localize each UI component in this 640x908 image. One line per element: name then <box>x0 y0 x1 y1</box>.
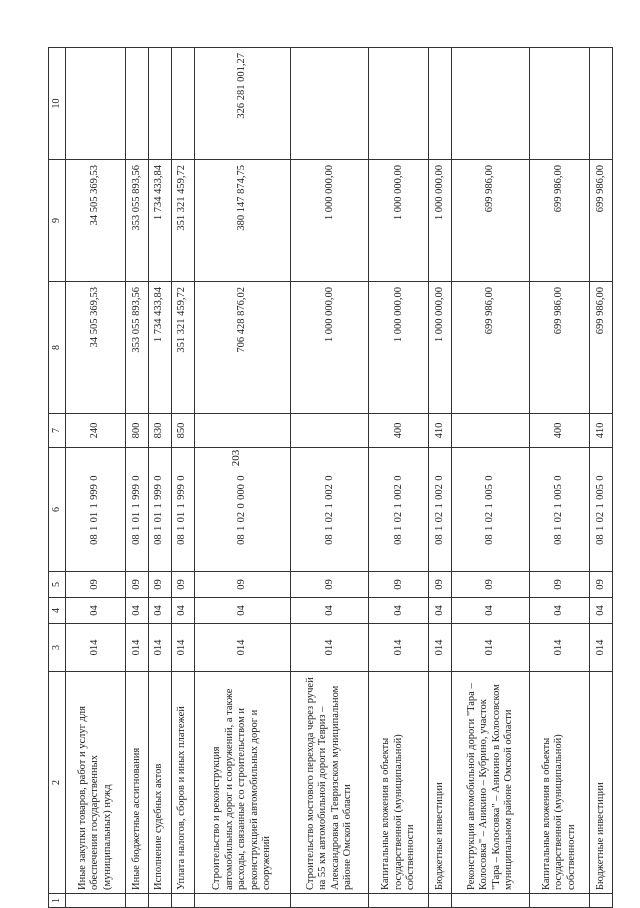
table-row <box>530 48 590 908</box>
table-row <box>194 48 291 908</box>
table-row <box>369 48 429 908</box>
cell-amount-10 <box>66 48 126 160</box>
cell-name: Строительство и реконструкция автомобильных дорог и сооружений, а также расходы, связанные со строительством и реконструкцией автомобильных дорог и сооружений <box>194 672 291 894</box>
cell-section: 04 <box>66 598 126 624</box>
target-article-part: 1 <box>433 503 445 509</box>
cell-amount-total: 1 000 000,00 <box>291 282 369 414</box>
rotated-page <box>48 48 613 908</box>
target-article-part: 01 <box>130 511 142 523</box>
table-row <box>148 48 171 908</box>
target-article-part: 999 <box>176 484 188 500</box>
target-article-part: 1 <box>553 525 565 531</box>
cell-section: 04 <box>530 598 590 624</box>
cell-col1 <box>452 894 530 908</box>
target-article-part: 005 <box>484 484 496 500</box>
cell-subsection: 09 <box>148 572 171 598</box>
cell-target-article <box>66 448 126 572</box>
column-header-3: 3 <box>49 624 66 672</box>
target-article-part: 01 <box>89 511 101 523</box>
target-article-part: 1 <box>130 503 142 509</box>
cell-expense-type: 400 <box>530 414 590 448</box>
target-article-part: 1 <box>484 503 496 509</box>
table-row <box>125 48 148 908</box>
cell-section: 04 <box>148 598 171 624</box>
cell-admin-code: 014 <box>291 624 369 672</box>
cell-amount-10 <box>590 48 613 160</box>
cell-section: 04 <box>452 598 530 624</box>
target-article-part: 02 <box>323 511 335 523</box>
target-article-part: 08 <box>392 534 404 545</box>
table-row <box>66 48 126 908</box>
cell-section: 04 <box>429 598 452 624</box>
cell-amount-9: 34 505 369,53 <box>66 160 126 282</box>
target-article-part: 08 <box>484 534 496 545</box>
cell-name: Бюджетные инвестиции <box>590 672 613 894</box>
cell-subsection: 09 <box>194 572 291 598</box>
cell-section: 04 <box>194 598 291 624</box>
cell-name: Иные закупки товаров, работ и услуг для обеспечения государственных (муниципальных) нужд <box>66 672 126 894</box>
target-article-part: 02 <box>392 511 404 523</box>
cell-amount-9: 699 986,00 <box>452 160 530 282</box>
cell-expense-type: 240 <box>66 414 126 448</box>
cell-name: Реконструкция автомобильной дороги "Тара – Колосовка" – Аникино – Кубрино, участок "Тара – Колосовка" – Аникино в Колосовском муниципальном районе Омской области <box>452 672 530 894</box>
cell-target-article <box>452 448 530 572</box>
cell-amount-9: 1 000 000,00 <box>291 160 369 282</box>
target-article-part: 1 <box>392 525 404 531</box>
target-article-part: 0 <box>323 475 335 481</box>
column-header-4: 4 <box>49 598 66 624</box>
target-article-part: 1 <box>553 503 565 509</box>
target-article-part: 1 <box>153 525 165 531</box>
cell-admin-code: 014 <box>369 624 429 672</box>
target-article-part: 999 <box>153 484 165 500</box>
cell-expense-type: 410 <box>590 414 613 448</box>
target-article-part: 000 <box>236 484 248 500</box>
column-header-7: 7 <box>49 414 66 448</box>
cell-amount-10 <box>148 48 171 160</box>
table-body <box>66 48 613 908</box>
table-row <box>590 48 613 908</box>
cell-amount-10 <box>291 48 369 160</box>
target-article-part: 02 <box>553 511 565 523</box>
cell-admin-code: 014 <box>66 624 126 672</box>
target-article-part: 08 <box>130 534 142 545</box>
target-article-part: 02 <box>484 511 496 523</box>
target-article-part: 0 <box>392 475 404 481</box>
cell-amount-10 <box>171 48 194 160</box>
cell-amount-total: 699 986,00 <box>590 282 613 414</box>
target-article-part: 0 <box>433 475 445 481</box>
cell-amount-total: 699 986,00 <box>530 282 590 414</box>
target-article-part: 002 <box>323 484 335 500</box>
target-article-part: 1 <box>236 525 248 531</box>
cell-name: Исполнение судебных актов <box>148 672 171 894</box>
cell-subsection: 09 <box>171 572 194 598</box>
cell-name: Иные бюджетные ассигнования <box>125 672 148 894</box>
cell-expense-type: 830 <box>148 414 171 448</box>
target-article-part: 1 <box>594 503 606 509</box>
cell-amount-total: 34 505 369,53 <box>66 282 126 414</box>
cell-target-article <box>171 448 194 572</box>
target-article-part: 999 <box>89 484 101 500</box>
cell-section: 04 <box>171 598 194 624</box>
cell-amount-9: 1 000 000,00 <box>369 160 429 282</box>
target-article-part: 08 <box>433 534 445 545</box>
cell-subsection: 09 <box>66 572 126 598</box>
cell-amount-10 <box>429 48 452 160</box>
cell-section: 04 <box>369 598 429 624</box>
column-header-5: 5 <box>49 572 66 598</box>
cell-admin-code: 014 <box>429 624 452 672</box>
column-header-9: 9 <box>49 160 66 282</box>
target-article-part: 08 <box>153 534 165 545</box>
target-article-part: 0 <box>176 475 188 481</box>
cell-target-article <box>125 448 148 572</box>
cell-amount-total: 706 428 876,02 <box>194 282 291 414</box>
target-article-part: 0 <box>130 475 142 481</box>
cell-amount-10 <box>452 48 530 160</box>
target-article-part: 1 <box>153 503 165 509</box>
cell-expense-type <box>452 414 530 448</box>
target-article-part: 1 <box>176 525 188 531</box>
header-row <box>49 48 66 908</box>
target-article-part: 1 <box>323 503 335 509</box>
column-header-8: 8 <box>49 282 66 414</box>
cell-subsection: 09 <box>125 572 148 598</box>
cell-admin-code: 014 <box>125 624 148 672</box>
cell-amount-9: 1 000 000,00 <box>429 160 452 282</box>
cell-amount-10 <box>369 48 429 160</box>
cell-col1 <box>171 894 194 908</box>
target-article-part: 0 <box>153 475 165 481</box>
cell-subsection: 09 <box>429 572 452 598</box>
cell-expense-type: 850 <box>171 414 194 448</box>
cell-target-article <box>429 448 452 572</box>
cell-name: Капитальные вложения в объекты государственной (муниципальной) собственности <box>530 672 590 894</box>
cell-admin-code: 014 <box>194 624 291 672</box>
page-number: 203 <box>230 449 242 467</box>
cell-amount-10 <box>125 48 148 160</box>
cell-name: Уплата налогов, сборов и иных платежей <box>171 672 194 894</box>
target-article-part: 1 <box>392 503 404 509</box>
cell-col1 <box>194 894 291 908</box>
table-container <box>48 48 613 908</box>
cell-col1 <box>291 894 369 908</box>
target-article-part: 005 <box>594 484 606 500</box>
cell-amount-9: 351 321 459,72 <box>171 160 194 282</box>
target-article-part: 999 <box>130 484 142 500</box>
target-article-part: 1 <box>89 525 101 531</box>
cell-target-article <box>291 448 369 572</box>
cell-expense-type: 800 <box>125 414 148 448</box>
cell-amount-9: 699 986,00 <box>590 160 613 282</box>
cell-section: 04 <box>590 598 613 624</box>
target-article-part: 08 <box>594 534 606 545</box>
target-article-part: 01 <box>153 511 165 523</box>
column-header-10: 10 <box>49 48 66 160</box>
cell-name: Бюджетные инвестиции <box>429 672 452 894</box>
target-article-part: 1 <box>176 503 188 509</box>
cell-amount-total: 353 055 893,56 <box>125 282 148 414</box>
budget-table <box>48 47 613 908</box>
cell-admin-code: 014 <box>452 624 530 672</box>
table-row <box>291 48 369 908</box>
target-article-part: 1 <box>433 525 445 531</box>
target-article-part: 0 <box>553 475 565 481</box>
cell-amount-total: 1 000 000,00 <box>369 282 429 414</box>
target-article-part: 1 <box>89 503 101 509</box>
target-article-part: 08 <box>236 534 248 545</box>
column-header-6: 6 <box>49 448 66 572</box>
cell-amount-9: 1 734 433,84 <box>148 160 171 282</box>
table-row <box>429 48 452 908</box>
cell-amount-total: 699 986,00 <box>452 282 530 414</box>
cell-expense-type: 400 <box>369 414 429 448</box>
target-article-part: 02 <box>594 511 606 523</box>
cell-col1 <box>530 894 590 908</box>
column-header-2: 2 <box>49 672 66 894</box>
cell-subsection: 09 <box>369 572 429 598</box>
cell-target-article <box>530 448 590 572</box>
target-article-part: 02 <box>433 511 445 523</box>
target-article-part: 08 <box>176 534 188 545</box>
cell-target-article <box>590 448 613 572</box>
cell-amount-10 <box>530 48 590 160</box>
target-article-part: 005 <box>553 484 565 500</box>
target-article-part: 01 <box>176 511 188 523</box>
cell-name: Капитальные вложения в объекты государственной (муниципальной) собственности <box>369 672 429 894</box>
cell-amount-total: 351 321 459,72 <box>171 282 194 414</box>
cell-section: 04 <box>125 598 148 624</box>
cell-col1 <box>66 894 126 908</box>
target-article-part: 08 <box>323 534 335 545</box>
target-article-part: 0 <box>484 475 496 481</box>
cell-amount-9: 380 147 874,75 <box>194 160 291 282</box>
column-header-1: 1 <box>49 894 66 908</box>
cell-col1 <box>148 894 171 908</box>
target-article-part: 02 <box>236 511 248 523</box>
target-article-part: 1 <box>594 525 606 531</box>
target-article-part: 08 <box>553 534 565 545</box>
cell-admin-code: 014 <box>148 624 171 672</box>
cell-expense-type: 410 <box>429 414 452 448</box>
target-article-part: 0 <box>89 475 101 481</box>
cell-subsection: 09 <box>452 572 530 598</box>
target-article-part: 0 <box>594 475 606 481</box>
cell-subsection: 09 <box>590 572 613 598</box>
cell-amount-9: 353 055 893,56 <box>125 160 148 282</box>
target-article-part: 1 <box>130 525 142 531</box>
cell-col1 <box>369 894 429 908</box>
cell-admin-code: 014 <box>171 624 194 672</box>
cell-target-article <box>194 448 291 572</box>
target-article-part: 0 <box>236 475 248 481</box>
cell-admin-code: 014 <box>590 624 613 672</box>
target-article-part: 1 <box>484 525 496 531</box>
cell-col1 <box>125 894 148 908</box>
cell-name: Строительство мостового перехода через ручей на 55 км автомобильной дороги Тевриз – Александровка в Тевризском муниципальном районе Омской области <box>291 672 369 894</box>
cell-target-article <box>369 448 429 572</box>
table-row <box>171 48 194 908</box>
cell-amount-10: 326 281 001,27 <box>194 48 291 160</box>
cell-col1 <box>590 894 613 908</box>
cell-amount-total: 1 734 433,84 <box>148 282 171 414</box>
cell-target-article <box>148 448 171 572</box>
cell-section: 04 <box>291 598 369 624</box>
cell-expense-type <box>291 414 369 448</box>
target-article-part: 002 <box>433 484 445 500</box>
target-article-part: 002 <box>392 484 404 500</box>
cell-subsection: 09 <box>530 572 590 598</box>
cell-subsection: 09 <box>291 572 369 598</box>
cell-expense-type <box>194 414 291 448</box>
cell-amount-9: 699 986,00 <box>530 160 590 282</box>
cell-col1 <box>429 894 452 908</box>
target-article-part: 0 <box>236 503 248 509</box>
table-row <box>452 48 530 908</box>
cell-admin-code: 014 <box>530 624 590 672</box>
target-article-part: 08 <box>89 534 101 545</box>
target-article-part: 1 <box>323 525 335 531</box>
cell-amount-total: 1 000 000,00 <box>429 282 452 414</box>
